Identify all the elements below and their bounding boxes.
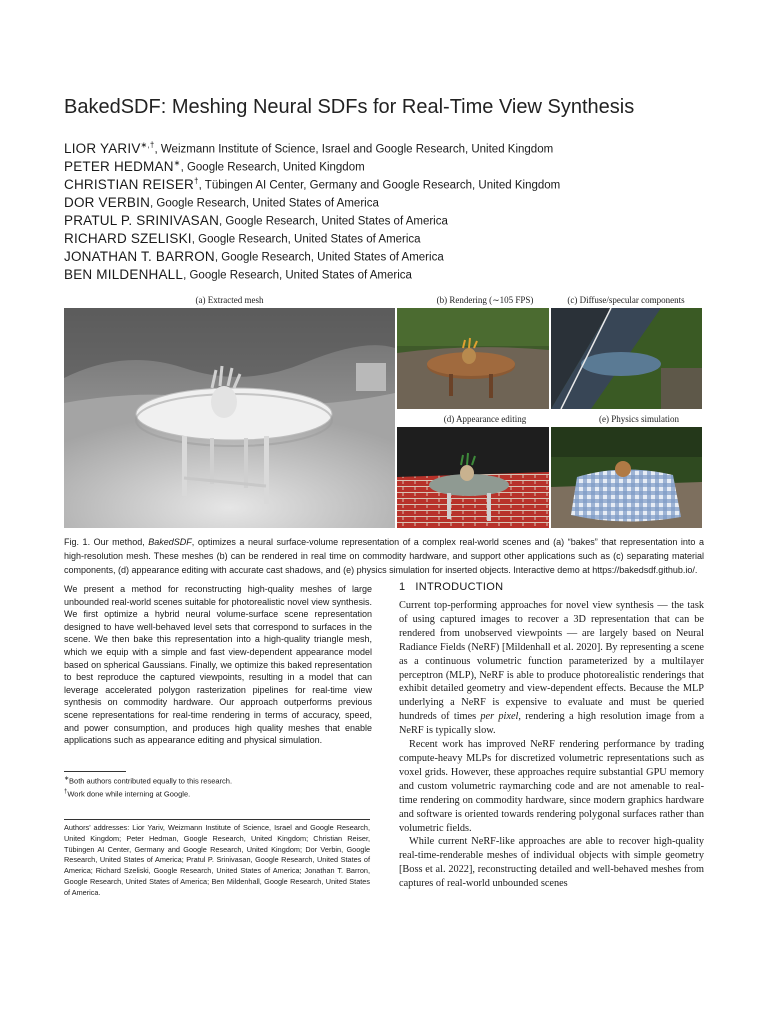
author-name: DOR VERBIN bbox=[64, 194, 151, 210]
author-name: RICHARD SZELISKI bbox=[64, 230, 192, 246]
author-line bbox=[64, 136, 724, 154]
author-name: LIOR YARIV∗,† bbox=[64, 140, 155, 156]
footnotes bbox=[64, 774, 364, 799]
author-line bbox=[64, 172, 724, 190]
addresses-divider bbox=[64, 819, 370, 820]
author-line bbox=[64, 208, 724, 226]
author-name: CHRISTIAN REISER† bbox=[64, 176, 199, 192]
paragraph: Recent work has improved NeRF rendering performance by trading compute-heavy MLPs for discretized volumetric representations such as voxel grids. However, these approaches require substantial GPU memory and custom volumetric raymarching code and are not amenable to real-time rendering on commodity hardware, since modern graphics hardware and software is oriented towards rendering polygonal surfaces rather than volumetric fields. bbox=[399, 739, 704, 834]
panel-label-e: (e) Physics simulation bbox=[599, 414, 679, 424]
physics-simulation-image bbox=[551, 427, 702, 528]
rendering-image bbox=[397, 308, 549, 409]
author-line bbox=[64, 244, 724, 262]
footnote: ∗Both authors contributed equally to this research. bbox=[64, 776, 233, 786]
appearance-editing-image bbox=[397, 427, 549, 528]
author-name: BEN MILDENHALL bbox=[64, 266, 184, 282]
panel-label-a: (a) Extracted mesh bbox=[195, 295, 264, 305]
author-addresses: Authors’ addresses: Lior Yariv, Weizmann Institute of Science, Israel and Google Research, United Kingdom; Peter Hedman, Google Research, United Kingdom; Christian Reiser, Tübingen AI Center, Germany and Google Research, United Kingdom; Dor Verbin, Google Research, United States of America; Pratul P. Srinivasan, Google Research, United States of America; Richard Szeliski, Google Research, United States of America; Jonathan T. Barron, Google Research, United States of America; Ben Mildenhall, Google Research, United States of America. bbox=[64, 823, 370, 897]
paragraph: While current NeRF-like approaches are able to recover high-quality real-time-renderable meshes of individual objects with simple geometry [Boss et al. 2022], reconstructing detailed and well-behaved meshes from captures of real-world unbounded scenes bbox=[399, 836, 704, 890]
author-affiliation: , Google Research, United States of America bbox=[183, 269, 412, 282]
diffuse-specular-image bbox=[551, 308, 702, 409]
author-affiliation: , Google Research, United States of America bbox=[214, 251, 444, 264]
footnote: †Work done while interning at Google. bbox=[64, 788, 191, 798]
section-heading: 1 INTRODUCTION bbox=[399, 581, 504, 593]
author-affiliation: , Google Research, United Kingdom bbox=[180, 161, 365, 174]
abstract: We present a method for reconstructing high-quality meshes of large unbounded real-world scenes suitable for photorealistic novel view synthesis. We first optimize a hybrid neural volume-surface scene representation designed to have well-behaved level sets that correspond to surfaces in the scene. We then bake this representation into a high-quality triangle mesh, which we equip with a simple and fast view-dependent appearance model based on spherical Gaussians. Finally, we optimize this baked representation to best reproduce the captured viewpoints, resulting in a model that can leverage accelerated polygon rasterization pipelines for real-time view synthesis on commodity hardware. Our approach outperforms previous scene representations for real-time rendering in terms of accuracy, speed, and power consumption, and produces high quality meshes that enable applications such as appearance editing and physical simulation. bbox=[64, 584, 372, 746]
author-line bbox=[64, 154, 724, 172]
author-line bbox=[64, 262, 724, 280]
author-affiliation: , Tübingen AI Center, Germany and Google Research, United Kingdom bbox=[198, 179, 561, 192]
author-list bbox=[64, 136, 724, 280]
introduction-text bbox=[399, 599, 704, 891]
author-affiliation: , Google Research, United States of America bbox=[219, 215, 448, 228]
panel-label-d: (d) Appearance editing bbox=[443, 414, 527, 424]
figure-caption: Fig. 1. Our method, BakedSDF, optimizes a neural surface-volume representation of a complex real-world scenes and (a) “bakes” that representation into a high-resolution mesh. These meshes (b) can be rendered in real time on commodity hardware, and support other applications such as (c) separating material components, (d) appearance editing with accurate cast shadows, and (e) physics simulation for inserted objects. Interactive demo at https://bakedsdf.github.io/. bbox=[64, 537, 704, 575]
author-line bbox=[64, 226, 724, 244]
author-name: PRATUL P. SRINIVASAN bbox=[64, 212, 220, 228]
author-line bbox=[64, 190, 724, 208]
author-affiliation: , Google Research, United States of America bbox=[191, 233, 421, 246]
panel-label-b: (b) Rendering (∼105 FPS) bbox=[436, 295, 534, 305]
author-name: JONATHAN T. BARRON bbox=[64, 248, 215, 264]
paper-title: BakedSDF: Meshing Neural SDFs for Real-Time View Synthesis bbox=[64, 96, 635, 118]
footnote-divider bbox=[64, 771, 126, 772]
paragraph: Current top-performing approaches for novel view synthesis — the task of using captured images to recover a 3D representation that can be rendered from unobserved viewpoints — are largely based on Neural Radiance Fields (NeRF) [Mildenhall et al. 2020]. By representing a scene as a continuous volumetric function parameterized by a multilayer perceptron (MLP), NeRF is able to produce photorealistic renderings that exhibit detailed geometry and view-dependent effects. Because the MLP underlying a NeRF is expensive to evaluate and must be queried hundreds of times per pixel, rendering a high resolution image from a NeRF is typically slow. bbox=[399, 600, 705, 737]
extracted-mesh-image bbox=[64, 308, 395, 528]
panel-label-c: (c) Diffuse/specular components bbox=[567, 295, 685, 305]
author-affiliation: , Google Research, United States of America bbox=[150, 197, 379, 210]
author-name: PETER HEDMAN∗ bbox=[64, 158, 181, 174]
author-affiliation: , Weizmann Institute of Science, Israel and Google Research, United Kingdom bbox=[154, 143, 554, 156]
